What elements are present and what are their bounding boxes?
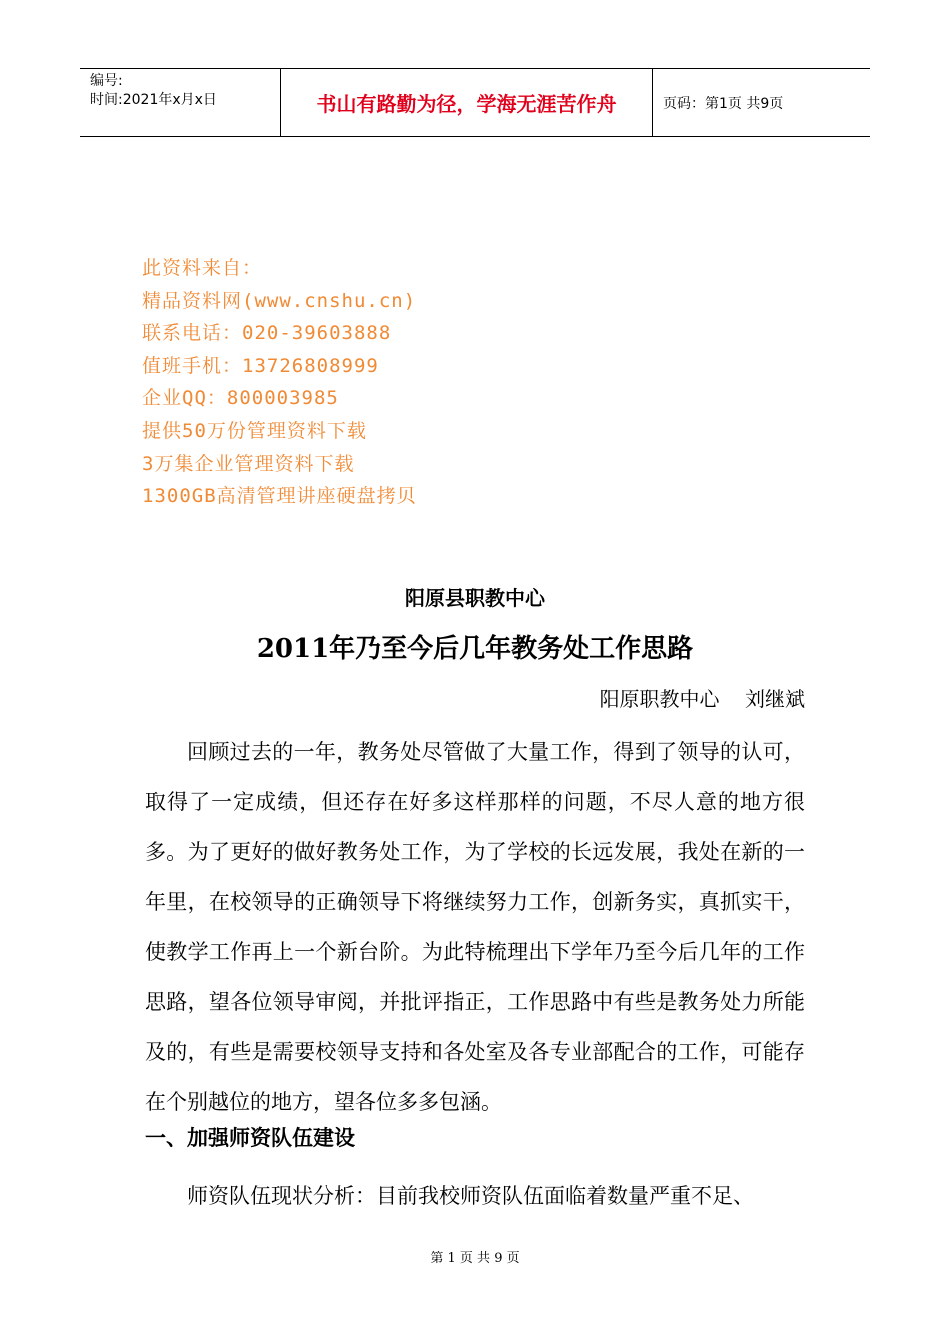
source-info-block [142, 252, 417, 513]
source-info-line: 精品资料网(www.cnshu.cn) [142, 289, 417, 312]
source-info-line: 值班手机：13726808999 [142, 354, 379, 377]
document-time-label: 时间:2021年x月x日 [90, 92, 217, 108]
document-author: 阳原职教中心 刘继斌 [599, 687, 805, 711]
document-title: 2011年乃至今后几年教务处工作思路 [256, 634, 694, 664]
source-info-line: 联系电话：020-39603888 [142, 322, 392, 345]
section-heading: 一、加强师资队伍建设 [145, 1126, 355, 1150]
page-footer: 第 1 页 共 9 页 [430, 1251, 520, 1266]
source-info-line: 1300GB高清管理讲座硬盘拷贝 [142, 485, 417, 508]
intro-paragraph: 回顾过去的一年，教务处尽管做了大量工作，得到了领导的认可，取得了一定成绩，但还存在好多这样那样的问题，不尽人意的地方很多。为了更好的做好教务处工作，为了学校的长远发展，我处在新的一年里，在校领导的正确领导下将继续努力工作，创新务实，真抓实干，使教学工作再上一个新台阶。为此特梳理出下学年乃至今后几年的工作思路，望各位领导审阅，并批评指正，工作思路中有些是教务处力所能及的，有些是需要校领导支持和各处室及各专业部配合的工作，可能存在个别越位的地方，望各位多多包涵。 [145, 740, 805, 1114]
page-header [80, 68, 870, 137]
document-number-label: 编号: [90, 73, 123, 89]
header-motto: 书山有路勤为径，学海无涯苦作舟 [281, 69, 653, 136]
source-info-line: 3万集企业管理资料下载 [142, 452, 355, 475]
header-page-info: 页码：第1页 共9页 [663, 95, 784, 112]
header-meta [80, 69, 281, 136]
organization-title: 阳原县职教中心 [405, 586, 545, 610]
section-paragraph: 师资队伍现状分析：目前我校师资队伍面临着数量严重不足、 [187, 1184, 754, 1208]
source-info-line: 提供50万份管理资料下载 [142, 419, 367, 442]
source-info-line: 此资料来自： [142, 257, 263, 279]
source-info-line: 企业QQ：800003985 [142, 387, 339, 410]
